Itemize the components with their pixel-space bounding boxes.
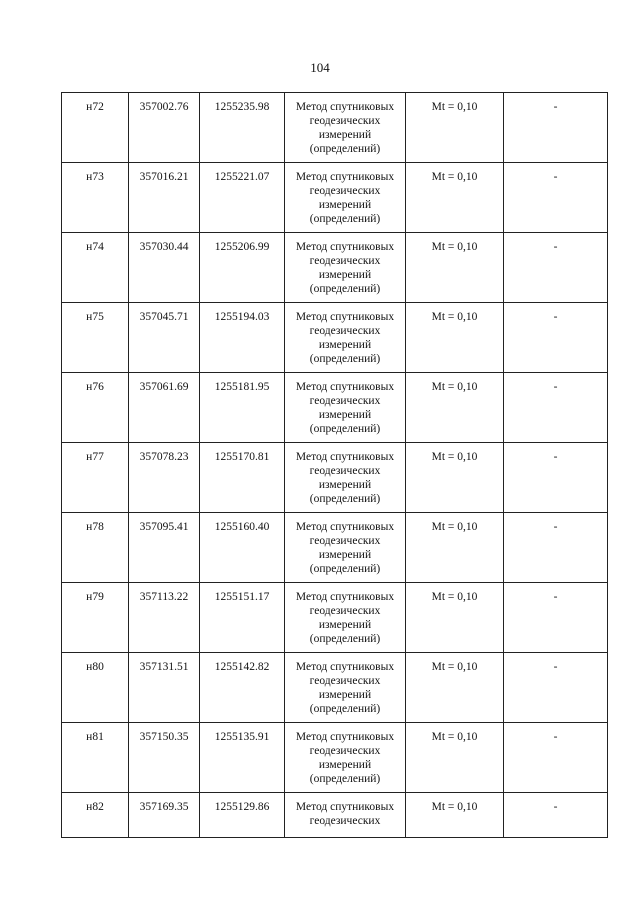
- x-coordinate-cell: [129, 233, 200, 303]
- extra-cell-text: -: [553, 241, 558, 253]
- point-cell: [62, 303, 129, 373]
- extra-cell: [504, 723, 608, 793]
- x-coordinate-cell: [129, 653, 200, 723]
- extra-cell: [504, 443, 608, 513]
- x-coordinate-cell-text: 357113.22: [139, 591, 189, 603]
- y-coordinate-cell: [200, 583, 285, 653]
- y-coordinate-cell: [200, 443, 285, 513]
- table-row: [62, 583, 608, 653]
- y-coordinate-cell-text: 1255206.99: [214, 241, 270, 253]
- extra-cell-text: -: [553, 801, 558, 813]
- method-cell-text: Метод спутниковых геодезических измерений (определений): [295, 731, 395, 785]
- x-coordinate-cell-text: 357078.23: [139, 451, 189, 463]
- method-cell: [285, 93, 406, 163]
- extra-cell: [504, 373, 608, 443]
- point-cell: [62, 163, 129, 233]
- extra-cell: [504, 653, 608, 723]
- y-coordinate-cell: [200, 303, 285, 373]
- extra-cell-text: -: [553, 521, 558, 533]
- accuracy-cell: [406, 723, 504, 793]
- extra-cell-text: -: [553, 661, 558, 673]
- accuracy-cell-text: Mt = 0,10: [431, 101, 478, 113]
- point-cell-text: н73: [86, 171, 104, 183]
- point-cell-text: н74: [86, 241, 104, 253]
- x-coordinate-cell-text: 357045.71: [139, 311, 189, 323]
- accuracy-cell-text: Mt = 0,10: [431, 451, 478, 463]
- accuracy-cell: [406, 513, 504, 583]
- method-cell-text: Метод спутниковых геодезических измерений (определений): [295, 311, 395, 365]
- y-coordinate-cell: [200, 723, 285, 793]
- table-row: [62, 303, 608, 373]
- x-coordinate-cell: [129, 443, 200, 513]
- method-cell-text: Метод спутниковых геодезических измерений (определений): [295, 171, 395, 225]
- extra-cell: [504, 93, 608, 163]
- accuracy-cell-text: Mt = 0,10: [431, 591, 478, 603]
- table-row: [62, 163, 608, 233]
- method-cell: [285, 723, 406, 793]
- extra-cell: [504, 163, 608, 233]
- y-coordinate-cell: [200, 373, 285, 443]
- method-cell-text: Метод спутниковых геодезических измерений (определений): [295, 661, 395, 715]
- method-cell-text: Метод спутниковых геодезических измерений (определений): [295, 241, 395, 295]
- accuracy-cell: [406, 653, 504, 723]
- point-cell-text: н77: [86, 451, 104, 463]
- extra-cell-text: -: [553, 171, 558, 183]
- method-cell: [285, 373, 406, 443]
- point-cell: [62, 583, 129, 653]
- point-cell-text: н81: [86, 731, 104, 743]
- x-coordinate-cell: [129, 513, 200, 583]
- x-coordinate-cell-text: 357169.35: [139, 801, 189, 813]
- y-coordinate-cell-text: 1255170.81: [214, 451, 270, 463]
- x-coordinate-cell: [129, 793, 200, 838]
- extra-cell-text: -: [553, 101, 558, 113]
- x-coordinate-cell-text: 357150.35: [139, 731, 189, 743]
- x-coordinate-cell-text: 357002.76: [139, 101, 189, 113]
- extra-cell: [504, 793, 608, 838]
- extra-cell: [504, 583, 608, 653]
- method-cell: [285, 163, 406, 233]
- point-cell-text: н72: [86, 101, 104, 113]
- y-coordinate-cell: [200, 163, 285, 233]
- accuracy-cell-text: Mt = 0,10: [431, 521, 478, 533]
- y-coordinate-cell: [200, 93, 285, 163]
- x-coordinate-cell-text: 357016.21: [139, 171, 189, 183]
- accuracy-cell-text: Mt = 0,10: [431, 381, 478, 393]
- extra-cell-text: -: [553, 381, 558, 393]
- method-cell: [285, 583, 406, 653]
- x-coordinate-cell: [129, 303, 200, 373]
- point-cell-text: н75: [86, 311, 104, 323]
- x-coordinate-cell-text: 357095.41: [139, 521, 189, 533]
- accuracy-cell-text: Mt = 0,10: [431, 661, 478, 673]
- y-coordinate-cell-text: 1255235.98: [214, 101, 270, 113]
- x-coordinate-cell: [129, 723, 200, 793]
- extra-cell: [504, 303, 608, 373]
- point-cell-text: н79: [86, 591, 104, 603]
- x-coordinate-cell-text: 357061.69: [139, 381, 189, 393]
- y-coordinate-cell: [200, 513, 285, 583]
- point-cell-text: н80: [86, 661, 104, 673]
- y-coordinate-cell-text: 1255221.07: [214, 171, 270, 183]
- extra-cell-text: -: [553, 731, 558, 743]
- method-cell-text: Метод спутниковых геодезических: [295, 801, 395, 827]
- extra-cell-text: -: [553, 311, 558, 323]
- coordinates-table: [61, 92, 608, 838]
- method-cell-text: Метод спутниковых геодезических измерений (определений): [295, 451, 395, 505]
- point-cell: [62, 513, 129, 583]
- method-cell-text: Метод спутниковых геодезических измерений (определений): [295, 381, 395, 435]
- accuracy-cell: [406, 233, 504, 303]
- method-cell-text: Метод спутниковых геодезических измерений (определений): [295, 101, 395, 155]
- table-row: [62, 93, 608, 163]
- table-row: [62, 793, 608, 838]
- point-cell-text: н82: [86, 801, 104, 813]
- point-cell: [62, 233, 129, 303]
- point-cell: [62, 723, 129, 793]
- page-number: 104: [310, 60, 330, 75]
- method-cell: [285, 653, 406, 723]
- method-cell: [285, 793, 406, 838]
- extra-cell: [504, 513, 608, 583]
- accuracy-cell-text: Mt = 0,10: [431, 241, 478, 253]
- y-coordinate-cell-text: 1255135.91: [214, 731, 270, 743]
- y-coordinate-cell-text: 1255181.95: [214, 381, 270, 393]
- method-cell-text: Метод спутниковых геодезических измерений (определений): [295, 591, 395, 645]
- y-coordinate-cell: [200, 653, 285, 723]
- x-coordinate-cell: [129, 583, 200, 653]
- accuracy-cell: [406, 93, 504, 163]
- table-row: [62, 373, 608, 443]
- accuracy-cell-text: Mt = 0,10: [431, 801, 478, 813]
- y-coordinate-cell: [200, 233, 285, 303]
- table-row: [62, 513, 608, 583]
- method-cell-text: Метод спутниковых геодезических измерений (определений): [295, 521, 395, 575]
- x-coordinate-cell: [129, 373, 200, 443]
- table-row: [62, 653, 608, 723]
- point-cell: [62, 653, 129, 723]
- accuracy-cell-text: Mt = 0,10: [431, 731, 478, 743]
- y-coordinate-cell: [200, 793, 285, 838]
- accuracy-cell-text: Mt = 0,10: [431, 171, 478, 183]
- table-row: [62, 723, 608, 793]
- x-coordinate-cell-text: 357131.51: [139, 661, 189, 673]
- point-cell: [62, 793, 129, 838]
- x-coordinate-cell: [129, 93, 200, 163]
- point-cell-text: н76: [86, 381, 104, 393]
- table-row: [62, 233, 608, 303]
- method-cell: [285, 233, 406, 303]
- extra-cell-text: -: [553, 591, 558, 603]
- point-cell-text: н78: [86, 521, 104, 533]
- method-cell: [285, 303, 406, 373]
- y-coordinate-cell-text: 1255160.40: [214, 521, 270, 533]
- x-coordinate-cell-text: 357030.44: [139, 241, 189, 253]
- accuracy-cell: [406, 443, 504, 513]
- method-cell: [285, 443, 406, 513]
- table-body: [62, 93, 608, 838]
- point-cell: [62, 373, 129, 443]
- y-coordinate-cell-text: 1255194.03: [214, 311, 270, 323]
- point-cell: [62, 93, 129, 163]
- accuracy-cell-text: Mt = 0,10: [431, 311, 478, 323]
- y-coordinate-cell-text: 1255151.17: [214, 591, 270, 603]
- x-coordinate-cell: [129, 163, 200, 233]
- table-row: [62, 443, 608, 513]
- y-coordinate-cell-text: 1255142.82: [214, 661, 270, 673]
- extra-cell: [504, 233, 608, 303]
- accuracy-cell: [406, 793, 504, 838]
- point-cell: [62, 443, 129, 513]
- extra-cell-text: -: [553, 451, 558, 463]
- accuracy-cell: [406, 373, 504, 443]
- accuracy-cell: [406, 583, 504, 653]
- accuracy-cell: [406, 163, 504, 233]
- method-cell: [285, 513, 406, 583]
- accuracy-cell: [406, 303, 504, 373]
- y-coordinate-cell-text: 1255129.86: [214, 801, 270, 813]
